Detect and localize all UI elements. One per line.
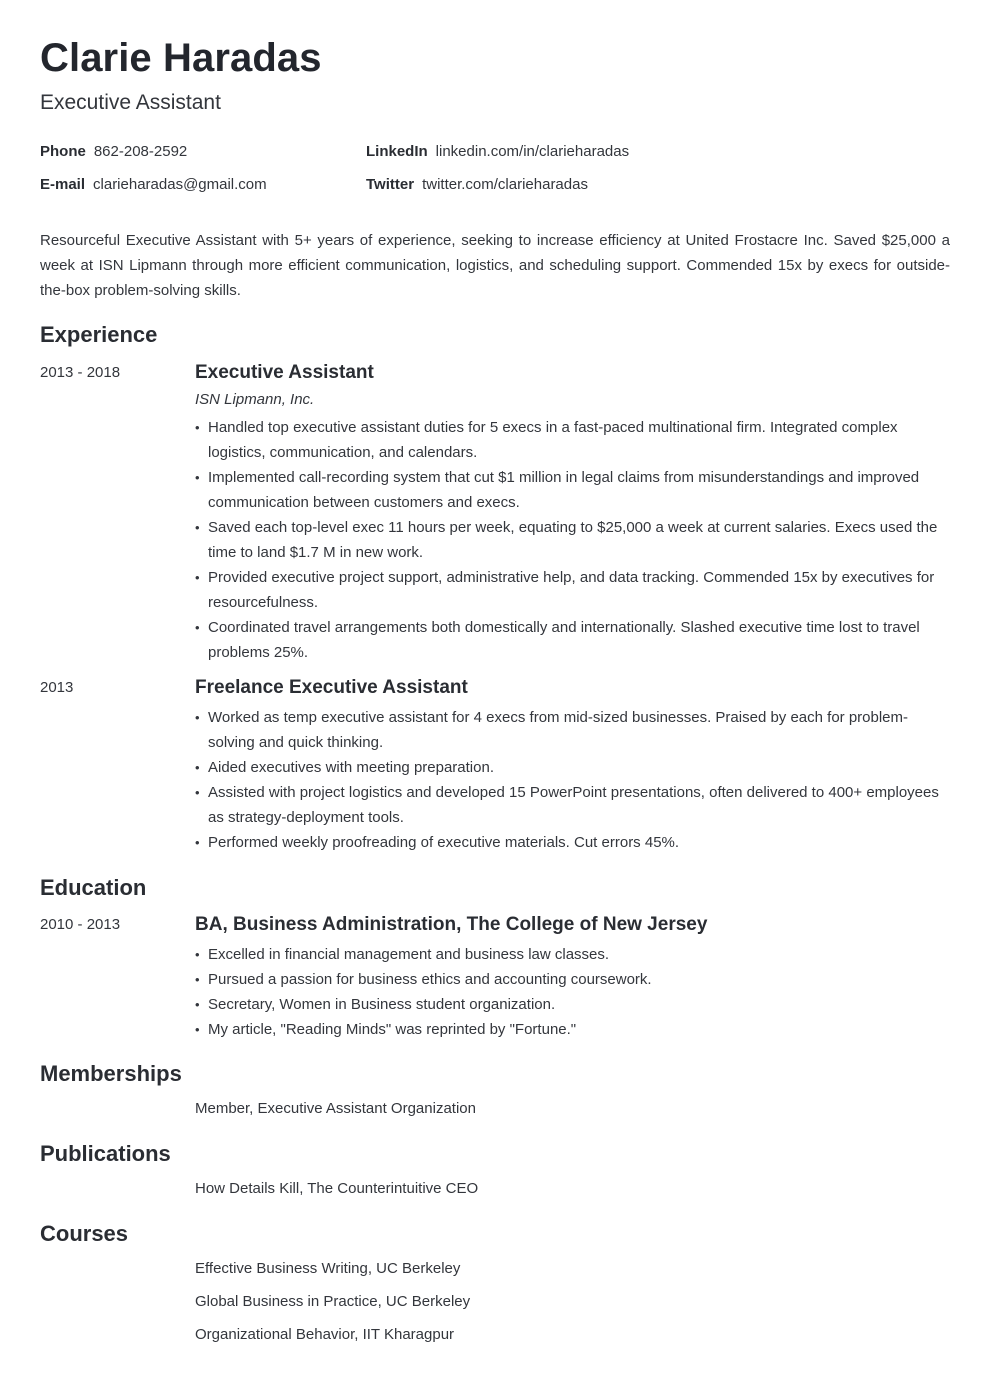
contact-linkedin — [366, 143, 629, 160]
list-item: • Provided executive project support, administrative help, and data tracking. Commended 15x by executives for resourcefulness. — [195, 565, 950, 615]
education-bullets — [195, 942, 950, 1042]
course-item: Global Business in Practice, UC Berkeley — [195, 1293, 471, 1310]
education-entry — [195, 913, 950, 1042]
list-item: • Excelled in financial management and business law classes. — [195, 942, 950, 967]
memberships-heading: Memberships — [40, 1061, 182, 1086]
courses-heading: Courses — [40, 1221, 129, 1246]
contact-email — [40, 176, 267, 193]
contact-email-label: E-mail — [40, 176, 86, 193]
candidate-title: Executive Assistant — [40, 91, 221, 114]
list-item: • Saved each top-level exec 11 hours per week, equating to $25,000 a week at current salaries. Execs used the time to land $1.7 M in new work. — [195, 515, 950, 565]
list-item: • Implemented call-recording system that cut $1 million in legal claims from misunderstandings and improved communication between customers and execs. — [195, 465, 950, 515]
contact-twitter — [366, 176, 588, 193]
candidate-name: Clarie Haradas — [40, 36, 322, 80]
job-2-bullets — [195, 705, 950, 855]
list-item: • Assisted with project logistics and developed 15 PowerPoint presentations, often delivered to 400+ employees as strategy-deployment tools. — [195, 780, 950, 830]
education-heading: Education — [40, 875, 147, 900]
membership-item: Member, Executive Assistant Organization — [195, 1100, 476, 1117]
list-item: • Secretary, Women in Business student organization. — [195, 992, 950, 1017]
job-1-company: ISN Lipmann, Inc. — [195, 391, 315, 408]
list-item: • My article, "Reading Minds" was reprinted by "Fortune." — [195, 1017, 950, 1042]
job-1-entry — [195, 361, 950, 665]
contact-email-value[interactable]: clarieharadas@gmail.com — [93, 176, 267, 193]
contact-twitter-label: Twitter — [366, 176, 415, 193]
list-item: • Aided executives with meeting preparation. — [195, 755, 950, 780]
summary-paragraph: Resourceful Executive Assistant with 5+ years of experience, seeking to increase efficiency at United Frostacre Inc. Saved $25,000 a week at ISN Lipmann through more efficient communication, logistics, and scheduling support. Commended 15x by execs for outside-the-box problem-solving skills. — [40, 232, 950, 299]
job-1-dates: 2013 - 2018 — [40, 364, 121, 381]
contact-linkedin-label: LinkedIn — [366, 143, 428, 160]
list-item: • Worked as temp executive assistant for 4 execs from mid-sized businesses. Praised by each for problem-solving and quick thinking. — [195, 705, 950, 755]
contact-phone-value: 862-208-2592 — [93, 143, 188, 160]
course-item: Organizational Behavior, IIT Kharagpur — [195, 1326, 455, 1343]
list-item: • Coordinated travel arrangements both domestically and internationally. Slashed executive time lost to travel problems 25%. — [195, 615, 950, 665]
contact-twitter-value[interactable]: twitter.com/clarieharadas — [422, 176, 588, 193]
job-1-title: Executive Assistant — [195, 362, 374, 383]
education-dates: 2010 - 2013 — [40, 916, 121, 933]
course-item: Effective Business Writing, UC Berkeley — [195, 1260, 461, 1277]
experience-heading: Experience — [40, 322, 158, 347]
education-degree: BA, Business Administration, The College of New Jersey — [195, 914, 708, 935]
job-2-dates: 2013 — [40, 679, 74, 696]
contact-linkedin-value[interactable]: linkedin.com/in/clarieharadas — [435, 143, 630, 160]
list-item: • Performed weekly proofreading of executive materials. Cut errors 45%. — [195, 830, 950, 855]
job-1-bullets — [195, 415, 950, 665]
list-item: • Pursued a passion for business ethics and accounting coursework. — [195, 967, 950, 992]
contact-phone-label: Phone — [40, 143, 86, 160]
publication-item: How Details Kill, The Counterintuitive CEO — [195, 1180, 479, 1197]
list-item: • Handled top executive assistant duties for 5 execs in a fast-paced multinational firm. Integrated complex logistics, communication, and calendars. — [195, 415, 950, 465]
job-2-entry — [195, 676, 950, 855]
job-2-title: Freelance Executive Assistant — [195, 677, 468, 698]
publications-heading: Publications — [40, 1141, 171, 1166]
contact-phone — [40, 143, 187, 160]
